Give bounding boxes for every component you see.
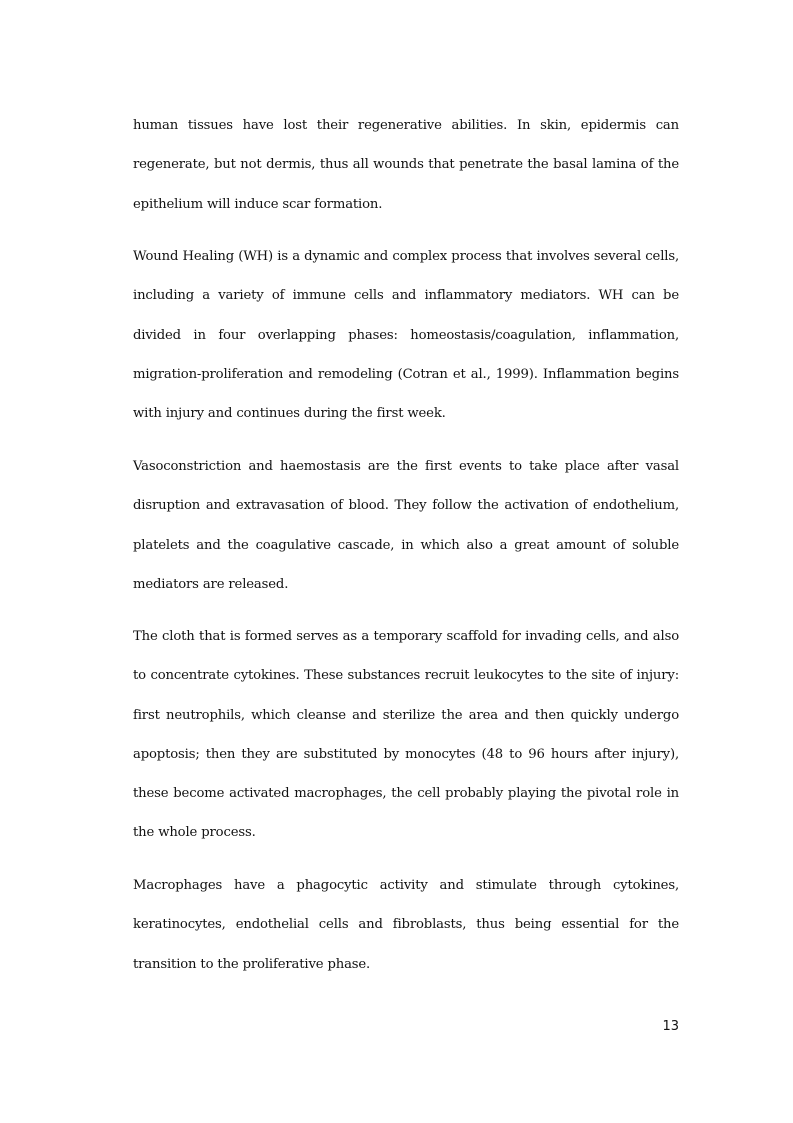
paragraph-scar-formation <box>133 106 679 224</box>
paragraph-macrophages <box>133 866 679 984</box>
paragraph-cloth-scaffold <box>133 617 679 853</box>
paragraph-wound-healing <box>133 237 679 433</box>
paragraph-text: Macrophages have a phagocytic activity and stimulate through cytokines, keratinocytes, endothelial cells and fibroblasts, thus being essential for the transition to the proliferative phase. <box>133 878 679 972</box>
paragraph-text: The cloth that is formed serves as a temporary scaffold for invading cells, and also to concentrate cytokines. These substances recruit leukocytes to the site of injury: first neutrophils, which cleanse and sterilize the area and then quickly undergo apoptosis; then they are substituted by monocytes (48 to 96 hours after injury), these become activated macrophages, the cell probably playing the pivotal role in the whole process. <box>133 629 679 841</box>
paragraph-text: human tissues have lost their regenerative abilities. In skin, epidermis can regenerate, but not dermis, thus all wounds that penetrate the basal lamina of the epithelium will induce scar formation. <box>133 118 679 212</box>
paragraph-vasoconstriction <box>133 447 679 604</box>
page-number: 13 <box>662 1019 679 1034</box>
paragraph-text: Vasoconstriction and haemostasis are the first events to take place after vasal disruption and extravasation of blood. They follow the activation of endothelium, platelets and the coagulative cascade, in which also a great amount of soluble mediators are released. <box>133 459 679 592</box>
paragraph-text: Wound Healing (WH) is a dynamic and complex process that involves several cells, including a variety of immune cells and inflammatory mediators. WH can be divided in four overlapping phases: homeostasis/coagulation, inflammation, migration-proliferation and remodeling (Cotran et al., 1999). Inflammation begins with injury and continues during the first week. <box>133 249 679 422</box>
